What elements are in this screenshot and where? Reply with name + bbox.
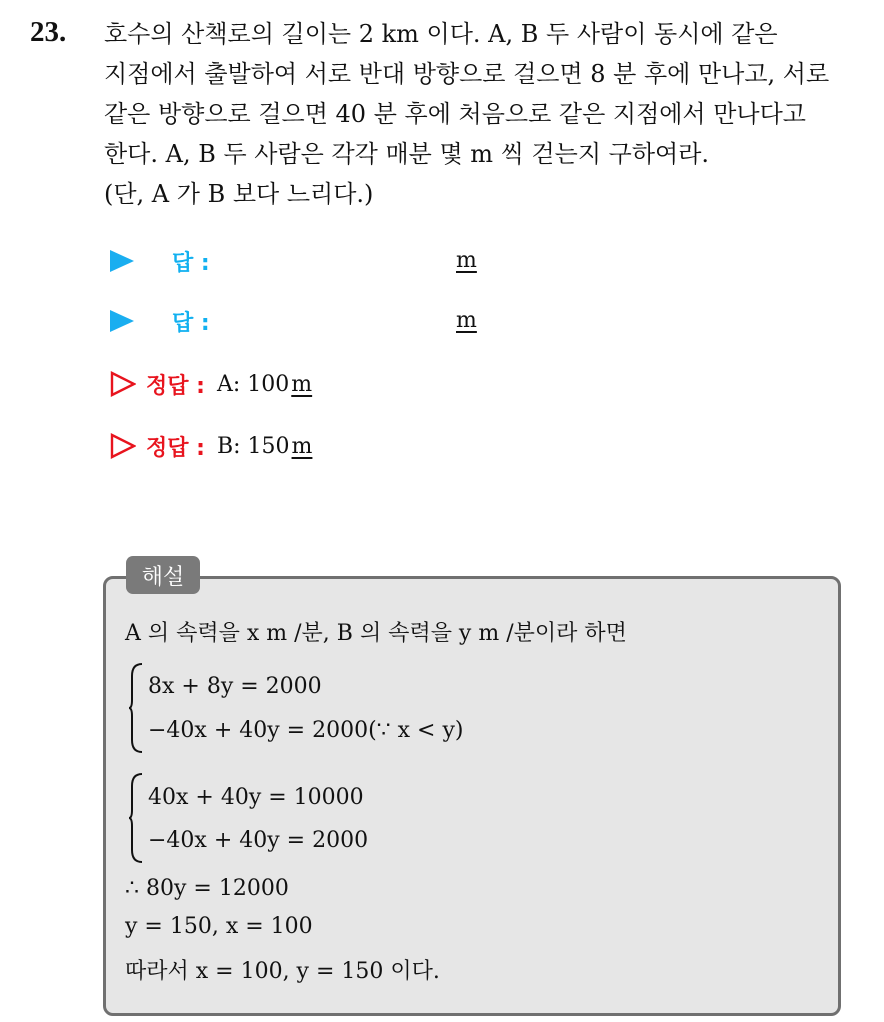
answer-unit: m — [456, 308, 477, 333]
correct-label: 정답 : — [146, 373, 205, 399]
answer-marker-icon — [110, 310, 134, 332]
correct-value: A: 100 — [216, 371, 290, 397]
correct-answer — [217, 434, 312, 459]
solution-step: ∴ 80y = 12000 — [125, 876, 289, 901]
solution-step: 따라서 x = 100, y = 150 이다. — [125, 959, 440, 984]
answer-marker-icon — [110, 250, 134, 272]
answer-label: 답 : — [172, 310, 210, 336]
answer-label: 답 : — [172, 250, 210, 276]
left-brace-icon — [127, 662, 145, 754]
question-line: 한다. A, B 두 사람은 각각 매분 몇 m 씩 걷는지 구하여라. — [104, 140, 710, 168]
correct-row-2 — [110, 429, 312, 463]
question-line: 호수의 산책로의 길이는 2 km 이다. A, B 두 사람이 동시에 같은 — [104, 20, 778, 48]
question-line: 지점에서 출발하여 서로 반대 방향으로 걸으면 8 분 후에 만나고, 서로 — [104, 60, 830, 88]
correct-answer — [217, 372, 312, 397]
left-brace-icon — [127, 772, 145, 864]
equation: −40x + 40y = 2000(∵ x < y) — [148, 718, 464, 743]
correct-marker-icon — [110, 433, 136, 459]
question-number: 23. — [30, 16, 67, 48]
correct-label: 정답 : — [146, 435, 205, 461]
correct-row-1 — [110, 367, 312, 401]
answer-unit: m — [456, 248, 477, 273]
solution-intro: A 의 속력을 x m /분, B 의 속력을 y m /분이라 하면 — [125, 621, 627, 646]
equation: 40x + 40y = 10000 — [148, 785, 364, 810]
correct-unit: m — [291, 433, 313, 459]
correct-value: B: 150 — [216, 433, 290, 459]
question-line: 같은 방향으로 걸으면 40 분 후에 처음으로 같은 지점에서 만나다고 — [104, 100, 806, 128]
correct-unit: m — [291, 371, 313, 397]
equation: −40x + 40y = 2000 — [148, 828, 369, 853]
solution-tab: 해설 — [126, 556, 200, 594]
question-text — [104, 14, 870, 214]
answer-row-1 — [110, 244, 477, 278]
solution-step: y = 150, x = 100 — [125, 914, 313, 939]
equation: 8x + 8y = 2000 — [148, 674, 322, 699]
answer-row-2 — [110, 304, 477, 338]
question-line: (단, A 가 B 보다 느리다.) — [104, 180, 374, 208]
correct-marker-icon — [110, 371, 136, 397]
